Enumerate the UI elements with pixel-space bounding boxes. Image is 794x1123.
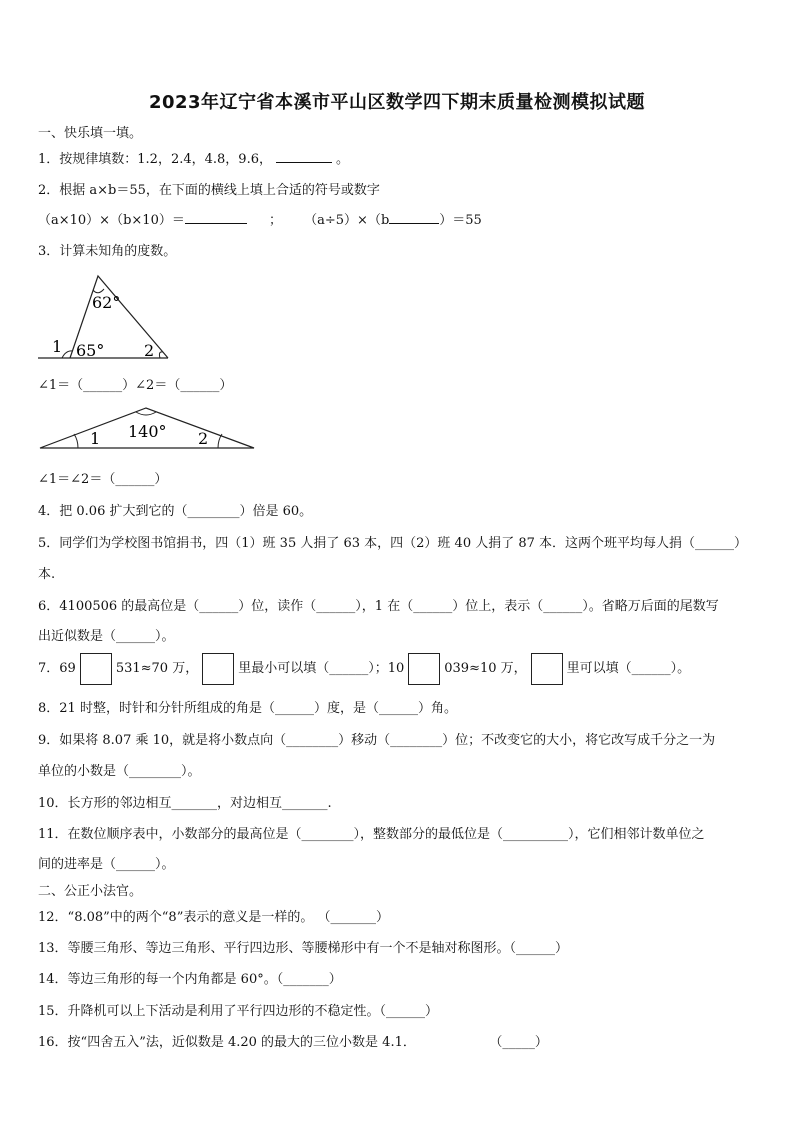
angle-label-top: 140° <box>128 422 167 441</box>
question-15: 15．升降机可以上下活动是利用了平行四边形的不稳定性。（______） <box>38 1004 439 1019</box>
question-7-part-1: 7．69 <box>38 661 76 676</box>
question-4: 4．把 0.06 扩大到它的（________）倍是 60。 <box>38 504 313 519</box>
formula-separator: ； <box>268 213 282 228</box>
question-16-answer: （_____） <box>495 1035 548 1050</box>
question-5: 5．同学们为学校图书馆捐书，四（1）班 35 人捐了 63 本，四（2）班 40 人捐了 87 本．这两个班平均每人捐（______） <box>38 536 748 551</box>
question-11-cont: 间的进率是（______）。 <box>38 857 175 872</box>
angle-label-2: 2 <box>144 341 155 360</box>
angle-arc-1 <box>74 434 78 448</box>
question-9: 9．如果将 8.07 乘 10，就是将小数点向（________）移动（________）位；不改变它的大小，将它改写成千分之一为 <box>38 733 716 748</box>
digit-box-1[interactable] <box>80 653 112 685</box>
answer-blank[interactable] <box>389 211 439 224</box>
question-7-part-4: 039≈10 万， <box>444 661 527 676</box>
triangle-figure-1 <box>38 272 178 364</box>
digit-box-4[interactable] <box>531 653 563 685</box>
angle-arc-2 <box>159 352 163 358</box>
question-12: 12．“8.08”中的两个“8”表示的意义是一样的。 （_______） <box>38 910 389 925</box>
question-6: 6．4100506 的最高位是（______）位，读作（______），1 在（______）位上，表示（______）。省略万后面的尾数写 <box>38 599 719 614</box>
section-heading-1: 一、快乐填一填。 <box>38 126 143 141</box>
question-16-text: 16．按“四舍五入”法，近似数是 4.20 的最大的三位小数是 4.1． <box>38 1035 416 1050</box>
question-7-part-5: 里可以填（______）。 <box>566 661 691 676</box>
angle-label-2: 2 <box>198 429 209 448</box>
question-13: 13．等腰三角形、等边三角形、平行四边形、等腰梯形中有一个不是轴对称图形。（______） <box>38 941 569 956</box>
question-3-answer-1: ∠1＝（______）∠2＝（______） <box>38 378 233 393</box>
question-7-part-3: 里最小可以填（______）；10 <box>238 661 405 676</box>
question-2-formulas <box>38 209 482 228</box>
section-heading-2: 二、公正小法官。 <box>38 884 143 899</box>
question-1 <box>38 148 349 167</box>
question-1-text: 1．按规律填数：1.2，2.4，4.8，9.6， <box>38 152 272 167</box>
question-3-answer-2: ∠1＝∠2＝（______） <box>38 472 168 487</box>
angle-label-inner: 65° <box>76 341 105 360</box>
formula-b-suffix: ）＝55 <box>439 213 482 228</box>
page-title: 2023年辽宁省本溪市平山区数学四下期末质量检测模拟试题 <box>148 92 646 113</box>
question-8: 8．21 时整，时针和分针所组成的角是（______）度，是（______）角。 <box>38 701 457 716</box>
question-11: 11．在数位顺序表中，小数部分的最高位是（________），整数部分的最低位是（__________），它们相邻计数单位之 <box>38 827 705 842</box>
angle-label-1: 1 <box>52 337 63 356</box>
digit-box-3[interactable] <box>408 653 440 685</box>
question-16 <box>38 1031 548 1050</box>
formula-b-prefix: （a÷5）×（b <box>304 213 390 228</box>
angle-label-top: 62° <box>92 293 121 312</box>
question-1-end: 。 <box>335 152 349 167</box>
angle-label-1: 1 <box>90 429 101 448</box>
question-7 <box>38 652 690 686</box>
question-3: 3．计算未知角的度数。 <box>38 244 177 259</box>
answer-blank[interactable] <box>185 211 247 224</box>
question-6-cont: 出近似数是（______）。 <box>38 629 175 644</box>
question-9-cont: 单位的小数是（________）。 <box>38 764 201 779</box>
formula-a: （a×10）×（b×10）＝ <box>38 213 185 228</box>
digit-box-2[interactable] <box>202 653 234 685</box>
question-2: 2．根据 a×b＝55，在下面的横线上填上合适的符号或数字 <box>38 183 380 198</box>
answer-blank[interactable] <box>276 150 332 163</box>
triangle-figure-2 <box>38 404 260 452</box>
angle-arc-top <box>136 412 156 415</box>
question-14: 14．等边三角形的每一个内角都是 60°。（_______） <box>38 972 342 987</box>
question-7-part-2: 531≈70 万， <box>115 661 199 676</box>
question-10: 10．长方形的邻边相互_______，对边相互_______. <box>38 796 332 811</box>
question-5-cont: 本. <box>38 567 56 582</box>
